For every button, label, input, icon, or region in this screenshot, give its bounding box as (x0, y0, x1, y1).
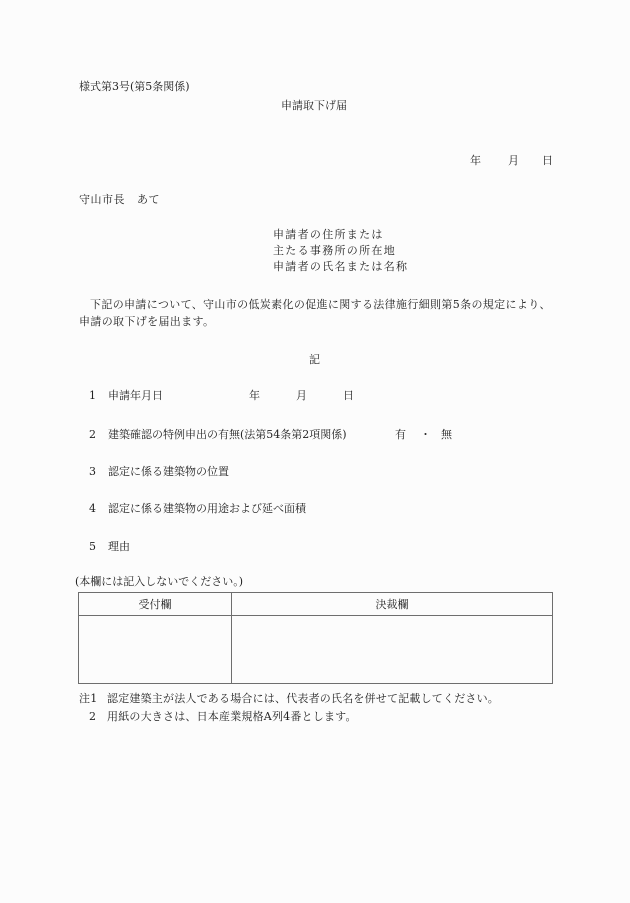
item-label: 理由 (108, 540, 130, 553)
document-title: 申請取下げ届 (281, 99, 347, 112)
applicant-office-label: 主たる事務所の所在地 (273, 244, 396, 257)
item-application-date (89, 390, 163, 401)
reception-column-header: 受付欄 (79, 593, 232, 616)
application-date-month-label: 月 (296, 389, 307, 402)
item-building-location (89, 466, 229, 477)
applicant-name-label: 申請者の氏名または名称 (273, 260, 409, 273)
footnote-number: 2 (89, 710, 97, 723)
item-number: 2 (89, 428, 96, 441)
office-use-body-row (79, 616, 553, 684)
item-number: 5 (89, 540, 96, 553)
item-label: 認定に係る建築物の位置 (108, 465, 229, 478)
item-reason (89, 541, 130, 552)
office-use-header-row (79, 593, 553, 616)
reception-cell (79, 616, 232, 684)
footnote-2 (89, 711, 357, 722)
item-building-use-area (89, 503, 306, 514)
application-date-day-label: 日 (343, 389, 354, 402)
approval-column-header: 決裁欄 (232, 593, 553, 616)
approval-cell (232, 616, 553, 684)
application-date-year-label: 年 (249, 389, 260, 402)
body-paragraph: 下記の申請について、守山市の低炭素化の促進に関する法律施行細則第5条の規定により、申請の取下げを届出ます。 (79, 298, 551, 328)
applicant-address-label: 申請者の住所または (273, 228, 384, 241)
item-number: 1 (89, 389, 96, 402)
item-special-exception (89, 429, 347, 440)
office-use-note: (本欄には記入しないでください。) (75, 575, 244, 588)
item-label: 申請年月日 (108, 389, 163, 402)
addressee-suffix: あて (137, 193, 160, 206)
footnote-number: 注1 (79, 692, 98, 705)
item-number: 3 (89, 465, 96, 478)
item-number: 4 (89, 502, 96, 515)
option-separator: ・ (420, 428, 431, 441)
addressee (79, 194, 160, 205)
office-use-table (78, 592, 553, 684)
form-number: 様式第3号(第5条関係) (79, 80, 190, 93)
footnote-text: 用紙の大きさは、日本産業規格A列4番とします。 (107, 710, 357, 723)
submission-date-year-label: 年 (470, 154, 481, 167)
addressee-name: 守山市長 (79, 193, 125, 206)
option-yes: 有 (395, 428, 406, 441)
item-label: 認定に係る建築物の用途および延べ面積 (108, 502, 306, 515)
footnote-text: 認定建築主が法人である場合には、代表者の氏名を併せて記載してください。 (107, 692, 499, 705)
ki-heading: 記 (309, 353, 320, 366)
item-label: 建築確認の特例申出の有無(法第54条第2項関係) (108, 428, 347, 441)
submission-date-day-label: 日 (542, 154, 553, 167)
option-no: 無 (441, 428, 452, 441)
submission-date-month-label: 月 (508, 154, 519, 167)
footnote-1 (79, 693, 499, 704)
